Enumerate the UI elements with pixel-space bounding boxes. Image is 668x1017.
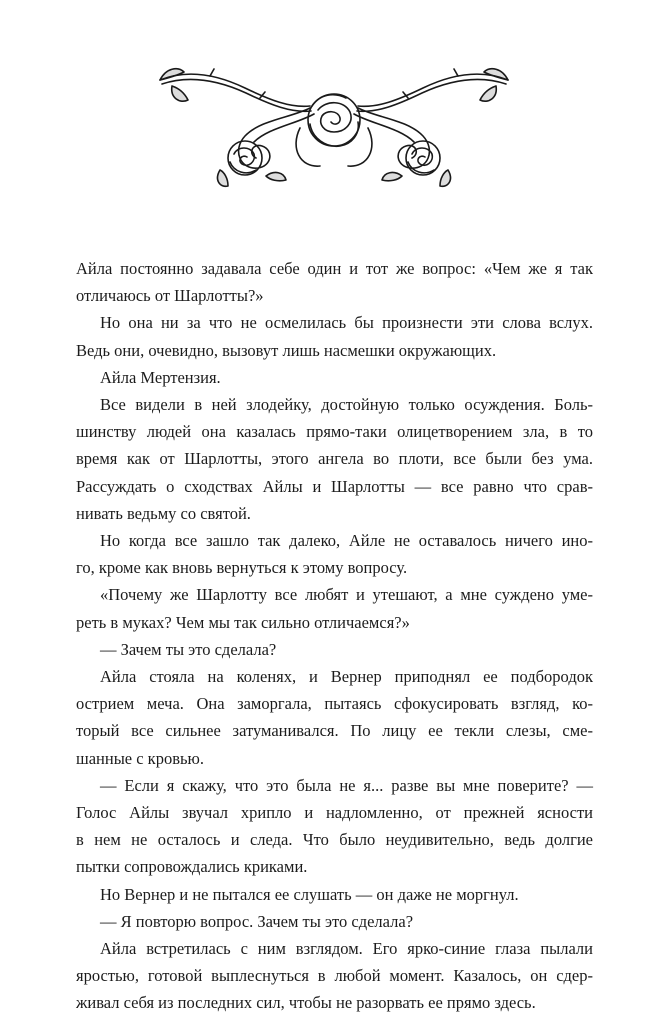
paragraph [76, 527, 593, 581]
paragraph [76, 309, 593, 363]
text-line: Айла стояла на коленях, и Вернер приподнял ее подбородок [100, 667, 593, 687]
paragraph [76, 581, 593, 635]
paragraph [76, 255, 593, 309]
text-line: го, кроме как вновь вернуться к этому вопросу. [76, 558, 408, 578]
rose-vine-ornament-icon [150, 58, 518, 194]
text-line: шинству людей она казалась прямо-таки олицетворением зла, в то [76, 422, 593, 442]
text-line: Но Вернер и не пытался ее слушать — он даже не моргнул. [100, 884, 519, 904]
text-line: Ведь они, очевидно, вызовут лишь насмешки окружающих. [76, 340, 497, 360]
text-line: Голос Айлы звучал хрипло и надломленно, от прежней ясности [76, 803, 593, 823]
paragraph [76, 364, 593, 391]
text-line: время как от Шарлотты, этого ангела во плоти, все были без ума. [76, 449, 593, 469]
paragraph [76, 772, 593, 881]
text-line: Айла встретилась с ним взглядом. Его ярко-синие глаза пылали [100, 939, 593, 959]
text-line: Но когда все зашло так далеко, Айле не оставалось ничего ино- [100, 531, 593, 551]
text-line: реть в муках? Чем мы так сильно отличаемся?» [76, 612, 410, 632]
text-line: Айла постоянно задавала себе один и тот же вопрос: «Чем же я так [76, 259, 593, 278]
text-line: шанные с кровью. [76, 748, 204, 768]
text-line: — Я повторю вопрос. Зачем ты это сделала? [100, 911, 414, 931]
text-line: пытки сопровождались криками. [76, 857, 308, 877]
text-line: Айла Мертензия. [100, 367, 221, 387]
text-line: яростью, готовой выплеснуться в любой момент. Казалось, он сдер- [76, 966, 593, 986]
paragraph [76, 881, 593, 908]
text-line: — Зачем ты это сделала? [100, 639, 277, 659]
text-line: Все видели в ней злодейку, достойную только осуждения. Боль- [100, 395, 593, 415]
text-line: торый все сильнее затуманивался. По лицу ее текли слезы, сме- [76, 721, 593, 741]
paragraph [76, 908, 593, 935]
text-line: — Если я скажу, что это была не я... разве вы мне поверите? — [100, 775, 593, 795]
text-line: Рассуждать о сходствах Айлы и Шарлотты — все равно что срав- [76, 476, 593, 496]
text-line: отличаюсь от Шарлотты?» [76, 286, 264, 306]
paragraph [76, 636, 593, 663]
text-line: острием меча. Она заморгала, пытаясь сфокусировать взгляд, ко- [76, 694, 593, 714]
text-line: живал себя из последних сил, чтобы не разорвать ее прямо здесь. [76, 993, 536, 1013]
text-line: «Почему же Шарлотту все любят и утешают, а мне суждено уме- [100, 585, 593, 605]
paragraph [76, 663, 593, 772]
paragraph [76, 935, 593, 1017]
body-text [76, 255, 593, 1017]
text-line: Но она ни за что не осмелилась бы произнести эти слова вслух. [100, 313, 593, 333]
text-line: в нем не осталось и следа. Что было неудивительно, ведь долгие [76, 830, 593, 850]
text-line: нивать ведьму со святой. [76, 503, 251, 523]
paragraph [76, 391, 593, 527]
